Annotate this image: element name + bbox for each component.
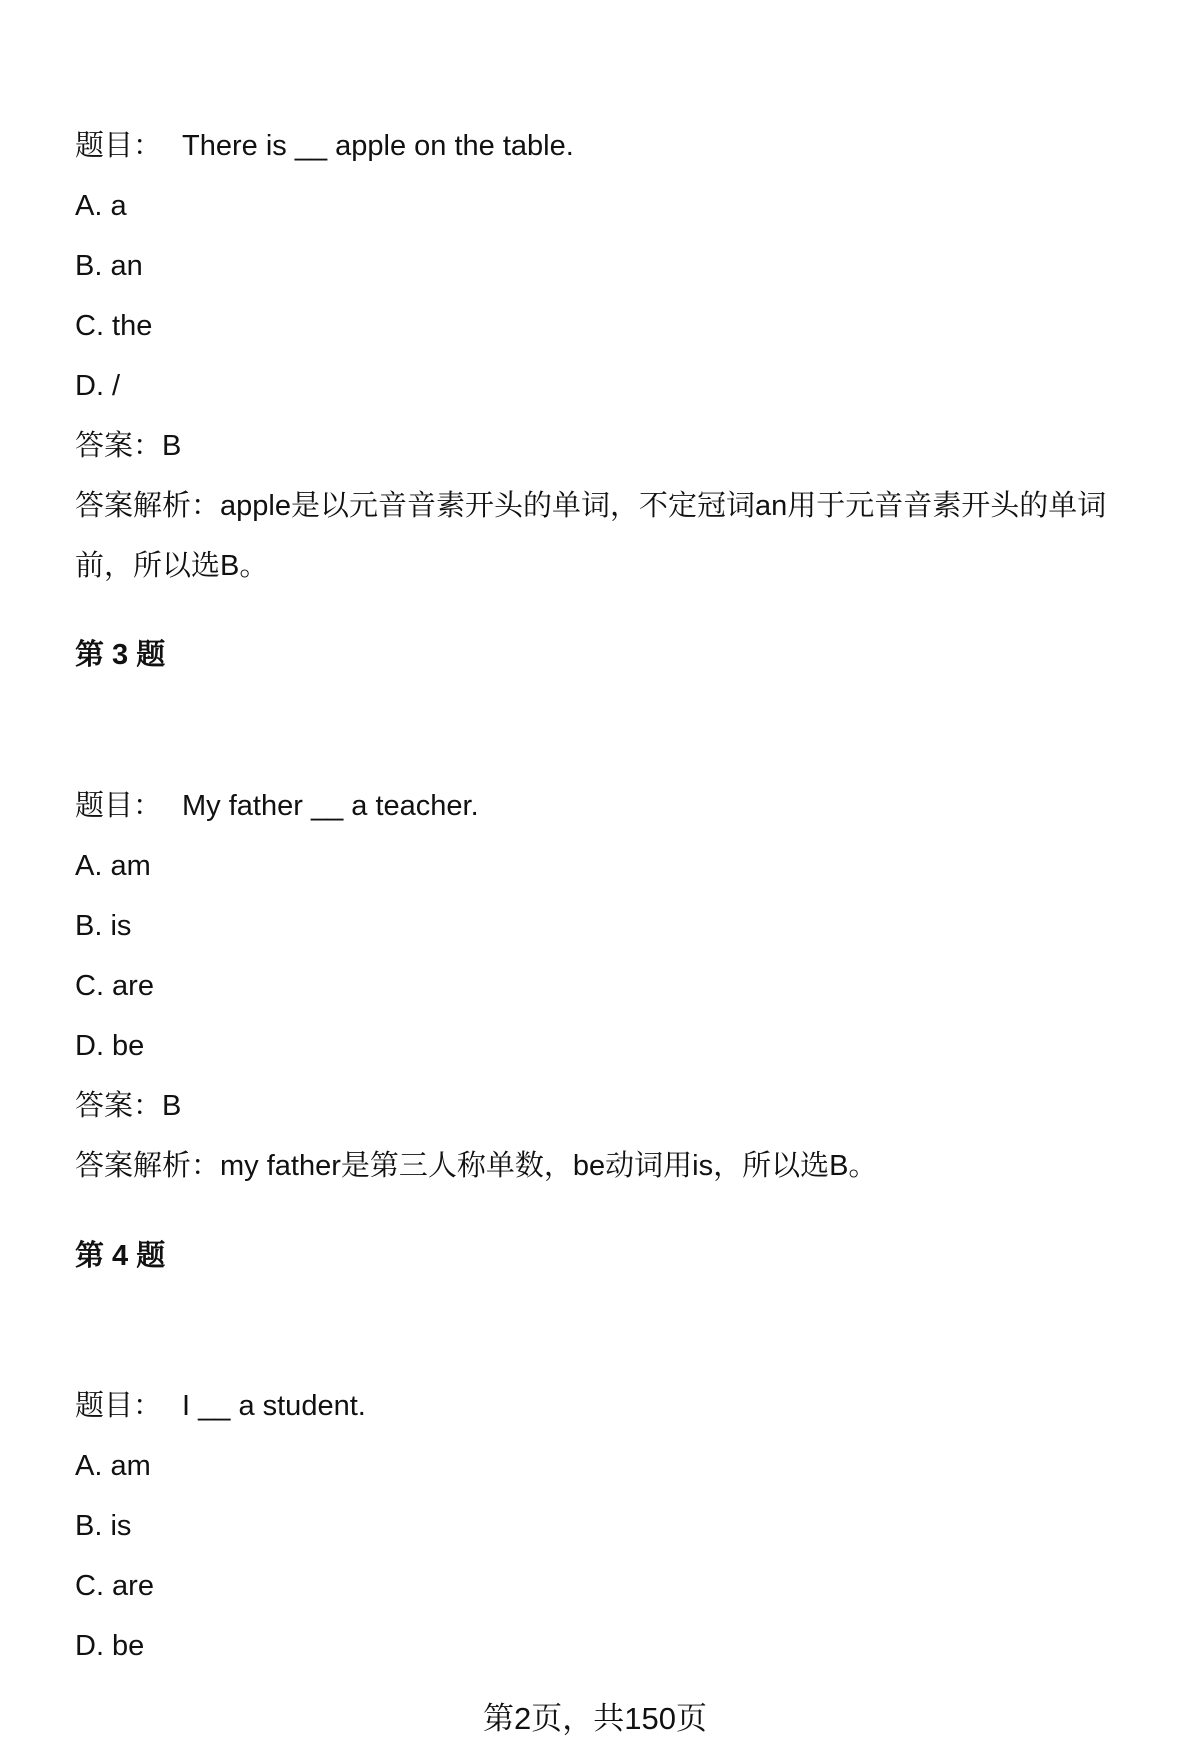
question-2-answer: 答案：B	[75, 430, 182, 462]
question-4-option-b: B. is	[75, 1510, 132, 1542]
question-text: I __ a student.	[182, 1390, 366, 1422]
question-prefix: 题目：	[75, 790, 163, 822]
page-indicator: 第2页，共150页	[483, 1701, 707, 1736]
question-2-explanation-line-2: 前，所以选B。	[75, 550, 269, 582]
question-4-option-d: D. be	[75, 1630, 145, 1662]
question-2-option-c: C. the	[75, 310, 153, 342]
question-3-option-c: C. are	[75, 970, 154, 1002]
question-prefix: 题目：	[75, 1390, 163, 1422]
question-prefix: 题目：	[75, 130, 163, 162]
question-2-option-a: A. a	[75, 190, 127, 222]
question-3-stem	[75, 786, 479, 826]
question-4-stem	[75, 1386, 366, 1426]
question-2-explanation-line-1: 答案解析：apple是以元音音素开头的单词，不定冠词an用于元音音素开头的单词	[75, 490, 1107, 522]
question-3-explanation-line-1: 答案解析：my father是第三人称单数，be动词用is，所以选B。	[75, 1150, 878, 1182]
question-2-option-d: D. /	[75, 370, 121, 402]
question-3-option-b: B. is	[75, 910, 132, 942]
question-2-stem	[75, 126, 574, 166]
question-3-heading: 第 3 题	[75, 639, 166, 671]
question-3-answer: 答案：B	[75, 1090, 182, 1122]
question-4-option-a: A. am	[75, 1450, 151, 1482]
question-3-option-d: D. be	[75, 1030, 145, 1062]
question-text: There is __ apple on the table.	[182, 130, 574, 162]
question-2-option-b: B. an	[75, 250, 143, 282]
question-4-heading: 第 4 题	[75, 1240, 166, 1272]
question-4-option-c: C. are	[75, 1570, 154, 1602]
question-text: My father __ a teacher.	[182, 790, 479, 822]
question-3-option-a: A. am	[75, 850, 151, 882]
